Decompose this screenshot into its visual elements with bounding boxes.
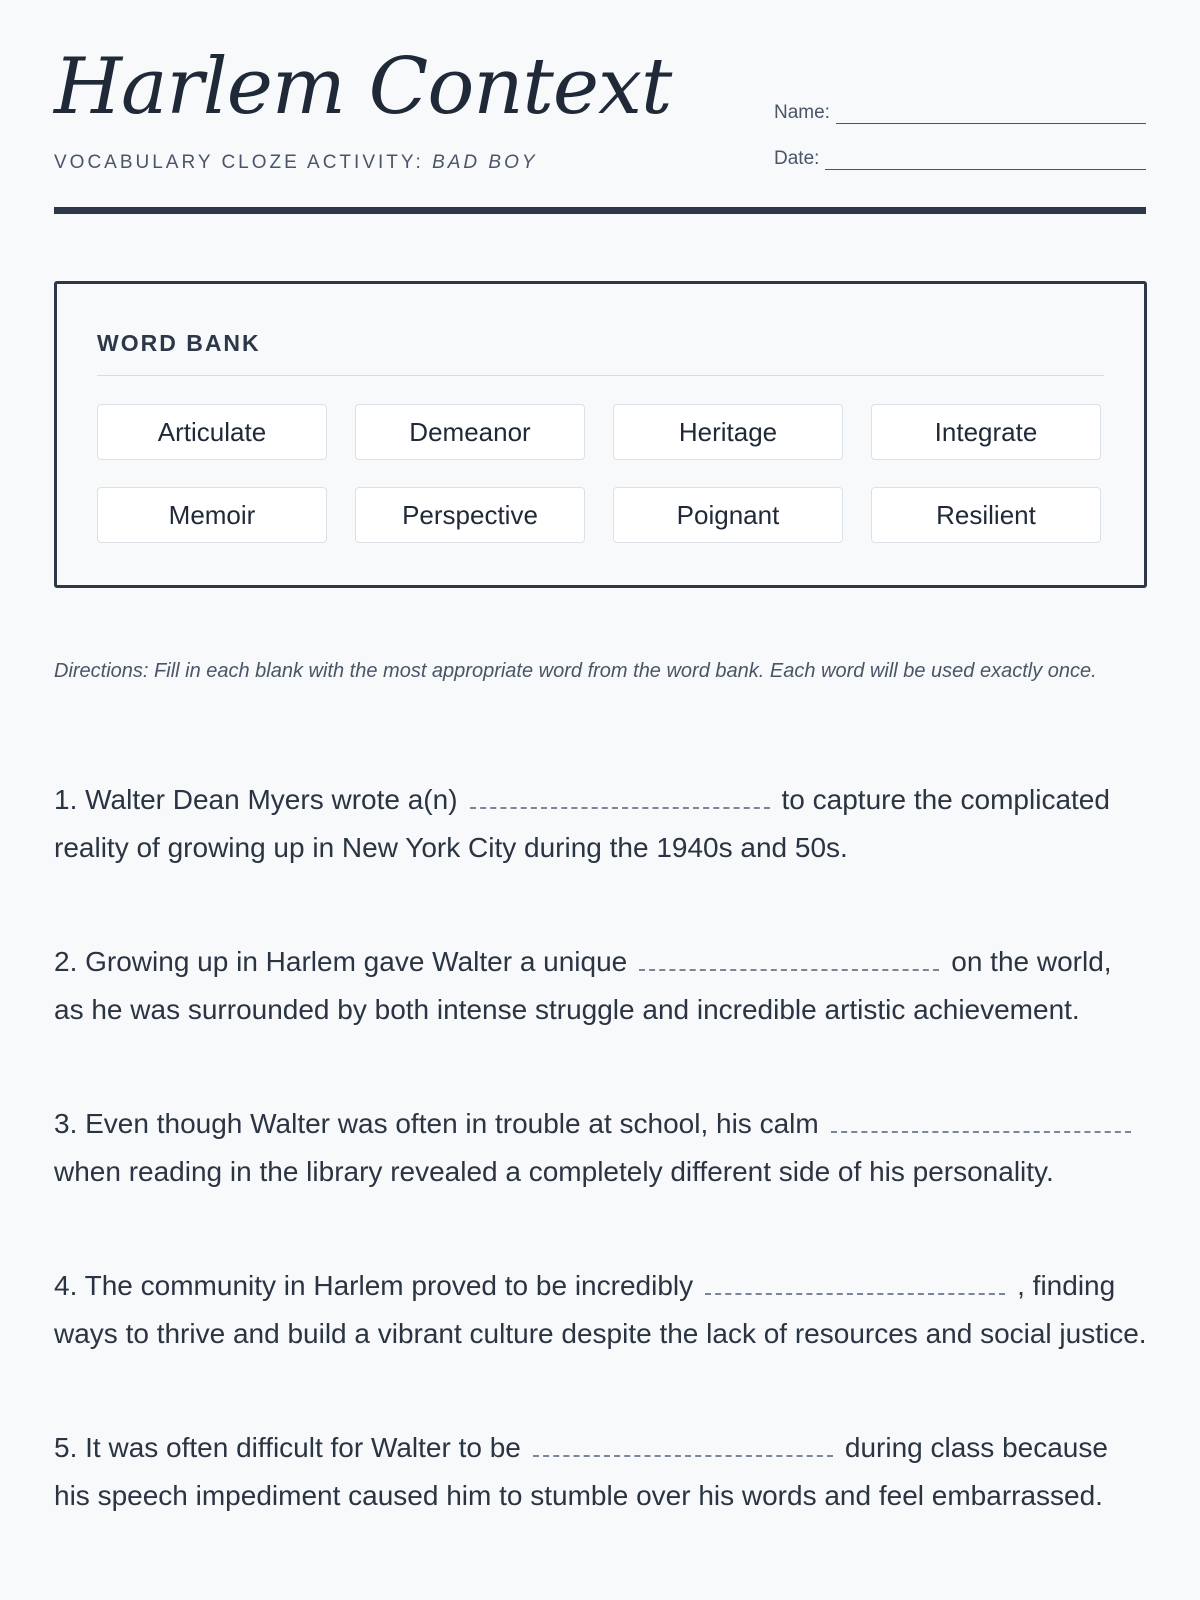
question-text-before: 2. Growing up in Harlem gave Walter a unique — [54, 946, 628, 977]
date-line[interactable] — [825, 152, 1146, 170]
date-label: Date: — [774, 148, 820, 169]
subtitle-book-title: BAD BOY — [432, 152, 538, 173]
word-chip: Memoir — [97, 487, 327, 543]
question-text-before: 4. The community in Harlem proved to be incredibly — [54, 1270, 694, 1301]
question-3 — [54, 1100, 1147, 1196]
word-chip: Integrate — [871, 404, 1101, 460]
answer-blank[interactable] — [533, 1437, 833, 1457]
question-text-before: 1. Walter Dean Myers wrote a(n) — [54, 784, 458, 815]
page-title: Harlem Context — [54, 42, 672, 132]
question-5 — [54, 1424, 1147, 1520]
question-text-before: 5. It was often difficult for Walter to be — [54, 1432, 521, 1463]
page-subtitle — [54, 152, 538, 174]
question-text-after: when reading in the library revealed a completely different side of his personality. — [54, 1156, 1054, 1187]
question-text-after: to capture the complicated reality of growing up in New York City during the 1940s and 50s. — [54, 784, 1110, 863]
directions-text: Directions: Fill in each blank with the most appropriate word from the word bank. Each word will be used exactly once. — [54, 660, 1097, 682]
word-chip: Heritage — [613, 404, 843, 460]
word-chip: Perspective — [355, 487, 585, 543]
name-field[interactable] — [774, 102, 1146, 124]
answer-blank[interactable] — [831, 1113, 1131, 1133]
word-chip: Articulate — [97, 404, 327, 460]
question-4 — [54, 1262, 1147, 1358]
word-bank — [54, 281, 1147, 588]
word-bank-grid — [97, 404, 1104, 543]
name-line[interactable] — [836, 106, 1146, 124]
question-text-before: 3. Even though Walter was often in trouble at school, his calm — [54, 1108, 819, 1139]
question-text-after: during class because his speech impediment caused him to stumble over his words and feel embarrassed. — [54, 1432, 1108, 1511]
question-2 — [54, 938, 1147, 1034]
word-chip: Demeanor — [355, 404, 585, 460]
name-label: Name: — [774, 102, 830, 123]
subtitle-prefix: VOCABULARY CLOZE ACTIVITY: — [54, 152, 433, 173]
answer-blank[interactable] — [705, 1275, 1005, 1295]
word-chip: Resilient — [871, 487, 1101, 543]
word-bank-title: WORD BANK — [97, 330, 1104, 376]
question-list — [54, 776, 1147, 1520]
question-1 — [54, 776, 1147, 872]
question-text-after: , finding ways to thrive and build a vibrant culture despite the lack of resources and social justice. — [54, 1270, 1147, 1349]
answer-blank[interactable] — [470, 789, 770, 809]
worksheet-header — [54, 0, 1146, 214]
word-chip: Poignant — [613, 487, 843, 543]
answer-blank[interactable] — [639, 951, 939, 971]
question-text-after: on the world, as he was surrounded by both intense struggle and incredible artistic achievement. — [54, 946, 1112, 1025]
date-field[interactable] — [774, 148, 1146, 170]
